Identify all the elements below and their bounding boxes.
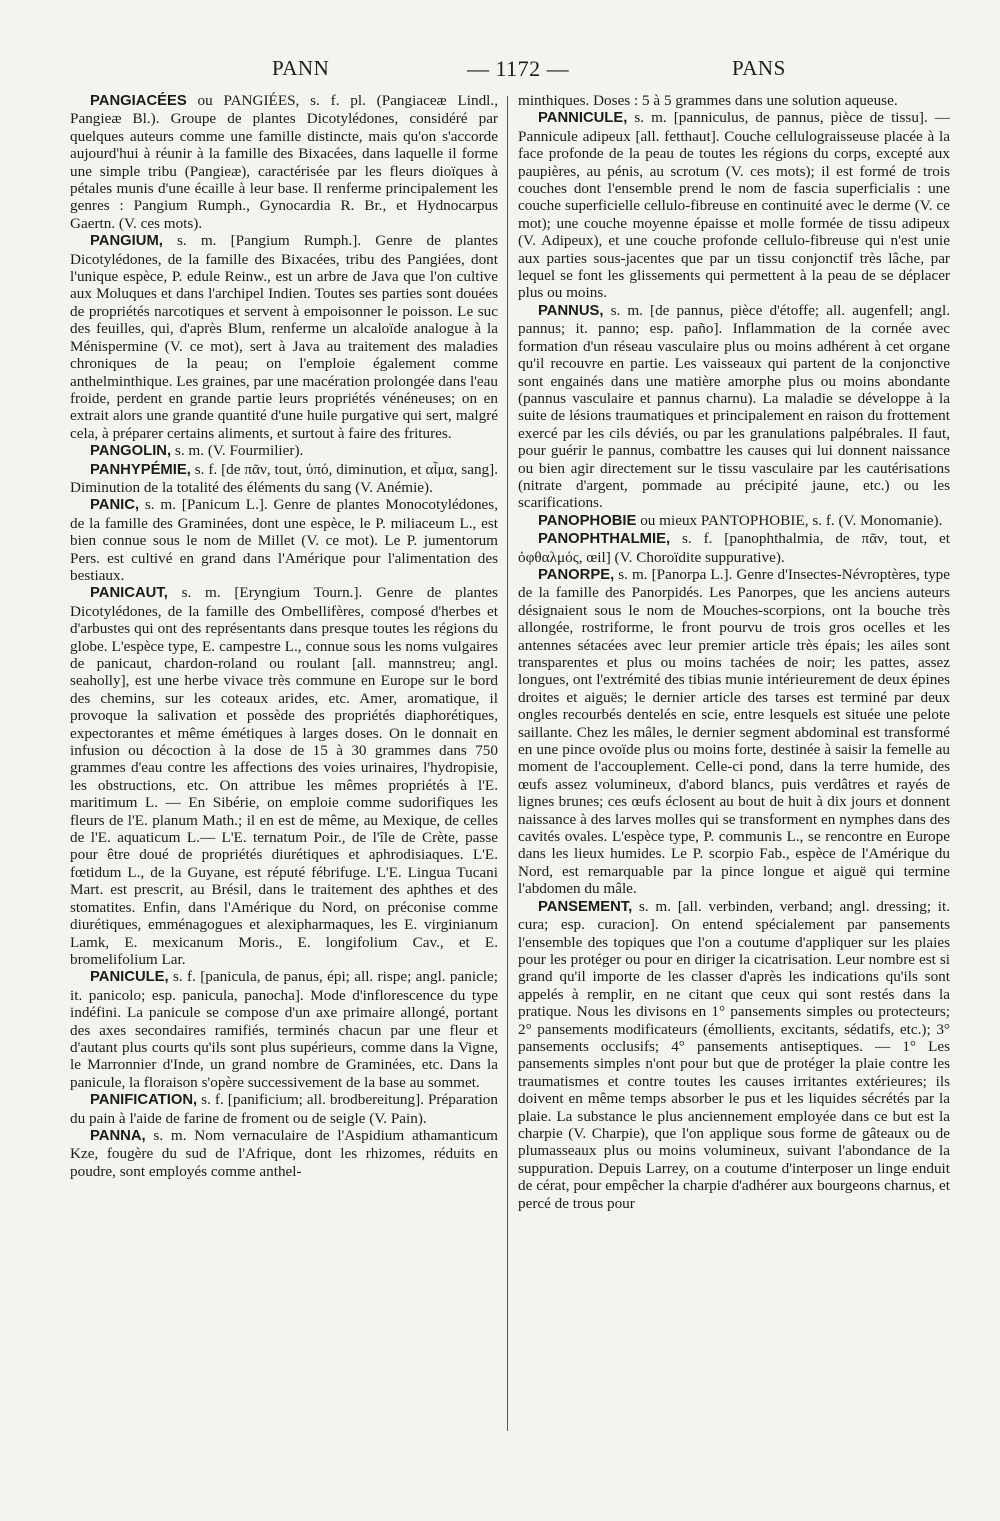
entry-panhypemie — [70, 461, 498, 497]
column-divider — [507, 96, 508, 1431]
entry-pangiacees — [70, 92, 498, 232]
headword: PANIFICATION, — [90, 1092, 198, 1109]
headword: PANGIACÉES — [90, 93, 187, 109]
entry-text: s. m. [Panorpa L.]. Genre d'Insectes-Névroptères, type de la famille des Panorpidés. Les Panorpes, que les anciens auteurs désignaient sous le nom de Mouches-scorpions, ont la bouche très allongée, rostriforme, le front pourvu de trois gros ocelles et les antennes sétacées avec leur premier article très épais; les ailes sont transparentes et plus ou moins tachées de noir; les pattes, assez longues, ont l'extrémité des tibias munie intérieurement de deux épines droites et aiguës; le dernier article des tarses est terminé par deux ongles recourbés dentelés en scie, entre lesquels est située une pelote saillante. Chez les mâles, le dernier segment abdominal est transformé en une pince ovoïde plus ou moins forte, destinée à saisir la femelle au moment de l'accouplement. Celle-ci pond, dans la terre humide, des œufs assez volumineux, d'abord blancs, puis verdâtres et rayés de lignes brunes; ces œufs éclosent au bout de huit à dix jours et donnent naissance à des larves molles qui se transforment en nymphes dans des cavités ovales. L'espèce type, P. communis L., se rencontre en Europe dans les lieux humides. Le P. scorpio Fab., espèce de l'Amérique du Nord, est remarquable par la pince longue et aiguë qui termine l'abdomen du mâle. — [518, 565, 950, 898]
entry-pansement — [518, 898, 950, 1212]
headword: PANNUS, — [538, 302, 604, 319]
headword: PANOPHOBIE — [538, 512, 637, 529]
headword: PANORPE, — [538, 566, 615, 583]
page-number: — 1172 — — [467, 56, 570, 81]
entry-pangolin — [70, 442, 498, 460]
entry-text: s. m. Nom vernaculaire de l'Aspidium athamanticum Kze, fougère du sud de l'Afrique, dont les rhizomes, réduits en poudre, sont employés comme anthel- — [70, 1126, 498, 1180]
headword: PANOPHTHALMIE, — [538, 531, 671, 548]
entry-panification — [70, 1091, 498, 1127]
entry-text: s. m. [panniculus, de pannus, pièce de tissu]. — Pannicule adipeux [all. fetthaut]. Couche cellulograisseuse placée à la face profonde de la peau de toutes les régions du corps, excepté aux paupières, au pénis, au scrotum (V. ces mots); il est formé de trois couches dont l'ensemble prend le nom de fascia superficialis : une couche superficielle cellulo-fibreuse en continuité avec le derme (V. ce mot); une couche moyenne épaisse et molle formée de tissu adipeux (V. Adipeux), et une couche profonde cellulo-fibreuse qui n'est unie aux parties sous-jacentes que par un tissu conjonctif très lâche, par lequel se font les glissements qui permettent à la peau de se déplacer plus ou moins. — [518, 109, 950, 302]
entry-panna — [70, 1127, 498, 1180]
page-header — [72, 56, 948, 86]
headword: PANICAUT, — [90, 585, 168, 602]
headword: PANICULE, — [90, 969, 169, 986]
entry-pangium — [70, 232, 498, 442]
entry-text: s. m. [de pannus, pièce d'étoffe; all. augenfell; angl. pannus; it. panno; esp. paño]. Inflammation de la cornée avec formation d'un réseau vasculaire plus ou moins adhérent à cet organe qu'il recouvre en partie. Les vaisseaux qui partent de la conjonctive sont engainés dans une matière amorphe plus ou moins abondante (pannus vasculaire et pannus charnu). La maladie se développe à la suite de lésions traumatiques et principalement en raison du frottement exercé par les cils déviés, ou par les granulations palpébrales. Il faut, pour guérir le pannus, combattre les causes qui lui donnent naissance ou bien agir directement sur le tissu vasculaire par les cautérisations (nitrate d'argent, pommade au précipité jaune, etc.) ou les scarifications. — [518, 301, 950, 512]
left-column — [70, 92, 498, 1437]
entry-panicaut — [70, 584, 498, 968]
headword: PANNICULE, — [538, 110, 628, 127]
headword: PANSEMENT, — [538, 898, 633, 915]
entry-text: s. m. [all. verbinden, verband; angl. dressing; it. cura; esp. curacion]. On entend spécialement par pansements l'ensemble des topiques que l'on a coutume d'appliquer sur les plaies pour les protéger ou pour en diriger la cicatrisation. Leur nombre est si grand qu'il importe de les classer d'après les indications qu'ils sont appelés à remplir, en ne citant que ceux qui sont restés dans la pratique. Nous les divisons en 1° pansements simples ou protecteurs; 2° pansements modificateurs (émollients, excitants, sédatifs, etc.); 3° pansements occlusifs; 4° pansements antiseptiques. — 1° Les pansements simples n'ont pour but que de protéger la plaie contre les traumatismes et contre toutes les causes irritantes extérieures; ils doivent en même temps absorber le pus et les liquides sécrétés par la plaie. La substance le plus anciennement employée dans ce but est la charpie (V. Charpie), que l'on applique sous forme de gâteaux ou de plumasseaux plus ou moins volumineux, suivant l'abondance de la suppuration. Depuis Larrey, on a coutume d'interposer un linge enduit de cérat, pour empêcher la charpie d'adhérer aux bourgeons charnus, et percé de trous pour — [518, 897, 950, 1212]
entry-text: s. m. [Panicum L.]. Genre de plantes Monocotylédones, de la famille des Graminées, dont une espèce, le P. miliaceum L., est bien connue sous le nom de Millet (V. ce mot). Le P. jumentorum Pers. est cultivé en grand dans l'Amérique pour l'alimentation des bestiaux. — [70, 496, 498, 584]
headword: PANNA, — [90, 1127, 146, 1144]
entry-text: ou mieux PANTOPHOBIE, s. f. (V. Monomanie). — [636, 511, 943, 529]
headword: PANGIUM, — [90, 233, 163, 250]
entry-text: s. m. [Eryngium Tourn.]. Genre de plantes Dicotylédones, de la famille des Ombellifères, composé d'herbes et d'arbustes qui ont des représentants dans presque toutes les régions du globe. L'espèce type, E. campestre L., connue sous les noms vulgaires de panicaut, chardon-roland ou roulant [all. mannstreu; angl. seaholly], est une herbe vivace très commune en Europe sur le bord des chemins, sur les coteaux arides, etc. Amer, aromatique, il provoque la salivation et possède des propriétés diaphorétiques, expectorantes et même émétiques à larges doses. On le donnait en infusion ou décoction à la dose de 15 à 30 grammes dans 750 grammes d'eau contre les affections des voies urinaires, l'hydropisie, les obstructions, etc. On attribue les mêmes propriétés à l'E. maritimum L. — En Sibérie, on emploie comme sudorifiques les fleurs de l'E. planum Math.; il en est de même, au Mexique, de celles de l'E. aquaticum L.— L'E. ternatum Poir., de l'île de Crète, passe pour être doué de propriétés diurétiques et aphrodisiaques. L'E. fœtidum L., de la Guyane, est réputé fébrifuge. L'E. Lingua Tucani Mart. est prescrit, au Brésil, dans le traitement des aphthes et des stomatites. Enfin, dans l'Amérique du Nord, on préconise comme diurétiques, emménagogues et alexipharmaques, les E. virginianum Lamk, E. mexicanum Moris., E. longifolium Cav., et E. bromelifolium Lar. — [70, 584, 498, 968]
entry-text: ou PANGIÉES, s. f. pl. (Pangiaceæ Lindl., Pangieæ Bl.). Groupe de plantes Dicotylédones, considéré par quelques auteurs comme une famille distincte, mais qu'on s'accorde aujourd'hui à réunir à la famille des Bixacées, dans laquelle il forme une simple tribu (Pangieæ), caractérisée par les fleurs dioïques à pétales munis d'une écaille à leur base. Il renferme principalement les genres : Pangium Rumph., Gynocardia R. Br., et Hydnocarpus Gaertn. (V. ces mots). — [70, 92, 498, 232]
entry-text: s. f. [panophthalmia, de πᾶν, tout, et ὀφθαλμός, œil] (V. Choroïdite suppurative). — [518, 530, 950, 566]
running-head-left: PANN — [272, 56, 330, 80]
running-head-right: PANS — [732, 56, 786, 80]
entry-text: s. m. (V. Fourmilier). — [171, 442, 304, 460]
entry-panorpe — [518, 566, 950, 898]
entry-text: s. m. [Pangium Rumph.]. Genre de plantes Dicotylédones, de la famille des Bixacées, tribu des Pangiées, dont l'unique espèce, P. edule Reinw., est un arbre de Java que l'on cultive aux Moluques et dans l'archipel Indien. Toutes ses parties sont douées de propriétés narcotiques et servent à empoisonner le poisson. Le suc des feuilles, qui, d'après Blum, renferme un alcaloïde analogue à la Ménispermine (V. ce mot), sert à Java au traitement des maladies chroniques de la peau; on l'emploie également comme anthelminthique. Les graines, par une macération prolongée dans l'eau froide, perdent en grande partie leurs propriétés vénéneuses; on en extrait alors une grande quantité d'une huile purgative qui sert, malgré cela, à préparer certains aliments, et surtout à faire des fritures. — [70, 232, 498, 442]
right-column — [518, 92, 950, 1437]
entry-panophobie — [518, 512, 950, 530]
continued-text: minthiques. Doses : 5 à 5 grammes dans une solution aqueuse. — [518, 92, 898, 109]
entry-text: s. f. [de πᾶν, tout, ὑπό, diminution, et αἷμα, sang]. Diminution de la totalité des éléments du sang (V. Anémie). — [70, 460, 498, 496]
headword: PANIC, — [90, 497, 140, 514]
headword: PANHYPÉMIE, — [90, 461, 191, 478]
headword: PANGOLIN, — [90, 443, 172, 460]
entry-text: s. f. [panicula, de panus, épi; all. rispe; angl. panicle; it. panicolo; esp. panicula, panocha]. Mode d'inflorescence du type indéfini. La panicule se compose d'un axe primaire allongé, portant des axes secondaires ramifiés, terminés chacun par une fleur et d'autant plus courts qu'ils sont plus supérieurs, comme dans la Vigne, le Marronnier d'Inde, un grand nombre de Graminées, etc. Dans la panicule, la floraison s'opère successivement de la base au sommet. — [70, 968, 498, 1091]
entry-text: s. f. [panificium; all. brodbereitung]. Préparation du pain à l'aide de farine de froment ou de seigle (V. Pain). — [70, 1091, 498, 1127]
entry-panicule — [70, 968, 498, 1091]
entry-panophthalmie — [518, 530, 950, 566]
entry-panic — [70, 496, 498, 584]
entry-pannus — [518, 302, 950, 512]
entry-pannicule — [518, 109, 950, 301]
